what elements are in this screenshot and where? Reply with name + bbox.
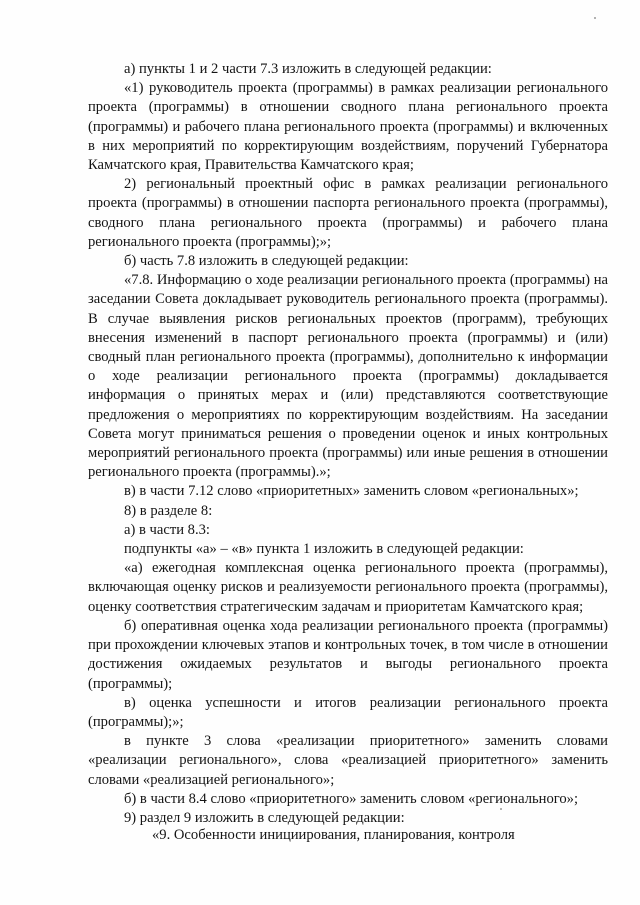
- paragraph: в) в части 7.12 слово «приоритетных» заменить словом «региональных»;: [124, 483, 579, 500]
- paragraph: 9) раздел 9 изложить в следующей редакции:: [124, 809, 405, 826]
- section-heading: «9. Особенности инициирования, планирования, контроля: [152, 827, 515, 843]
- paragraph: а) в части 8.3:: [124, 521, 210, 538]
- document-body: [88, 60, 608, 828]
- paragraph: б) часть 7.8 изложить в следующей редакции:: [124, 253, 409, 270]
- paragraph: «7.8. Информацию о ходе реализации регионального проекта (программы) на заседании Совета докладывает руководитель регионального проекта (программы). В случае выявления рисков региональных проектов (программ), требующих внесения изменений в паспорт регионального проекта (программы) и (или) сводный план регионального проекта (программы), дополнительно к информации о ходе реализации регионального проекта (программы) докладывается информация о принятых мерах и (или) представляются соответствующие предложения о мероприятиях по корректирующим воздействиям. На заседании Совета могут приниматься решения о проведении оценок и иных контрольных мероприятий регионального проекта (программы) или иные решения в отношении регионального проекта (программы).»;: [88, 272, 608, 481]
- paragraph: а) пункты 1 и 2 части 7.3 изложить в следующей редакции:: [124, 61, 492, 77]
- paragraph: 8) в разделе 8:: [124, 502, 213, 519]
- scan-speck: [594, 17, 596, 19]
- scan-speck: [500, 808, 502, 810]
- paragraph: б) в части 8.4 слово «приоритетного» заменить словом «регионального»;: [124, 790, 579, 807]
- paragraph: 2) региональный проектный офис в рамках реализации регионального проекта (программы) в отношении паспорта регионального проекта (программы), сводного плана регионального проекта (программы) и рабочего плана регионального проекта (программы);»;: [88, 176, 608, 250]
- paragraph: «а) ежегодная комплексная оценка регионального проекта (программы), включающая оценку рисков и реализуемости регионального проекта (программы), оценку соответствия стратегическим задачам и приоритетам Камчатского края;: [88, 560, 608, 615]
- paragraph: в пункте 3 слова «реализации приоритетного» заменить словами «реализации регионального», слова «реализацией приоритетного» заменить словами «реализацией регионального»;: [88, 733, 608, 788]
- paragraph: подпункты «а» – «в» пункта 1 изложить в следующей редакции:: [124, 541, 524, 558]
- paragraph: б) оперативная оценка хода реализации регионального проекта (программы) при прохождении ключевых этапов и контрольных точек, в том числе в отношении достижения ожидаемых результатов и выгоды регионального проекта (программы);: [88, 617, 608, 692]
- paragraph: в) оценка успешности и итогов реализации регионального проекта (программы);»;: [88, 694, 608, 730]
- paragraph: «1) руководитель проекта (программы) в рамках реализации регионального проекта (программы) в отношении сводного плана регионального проекта (программы) и рабочего плана регионального проекта (программы) и включенных в них мероприятий по корректирующим воздействиям, поручений Губернатора Камчатского края, Правительства Камчатского края;: [88, 80, 608, 174]
